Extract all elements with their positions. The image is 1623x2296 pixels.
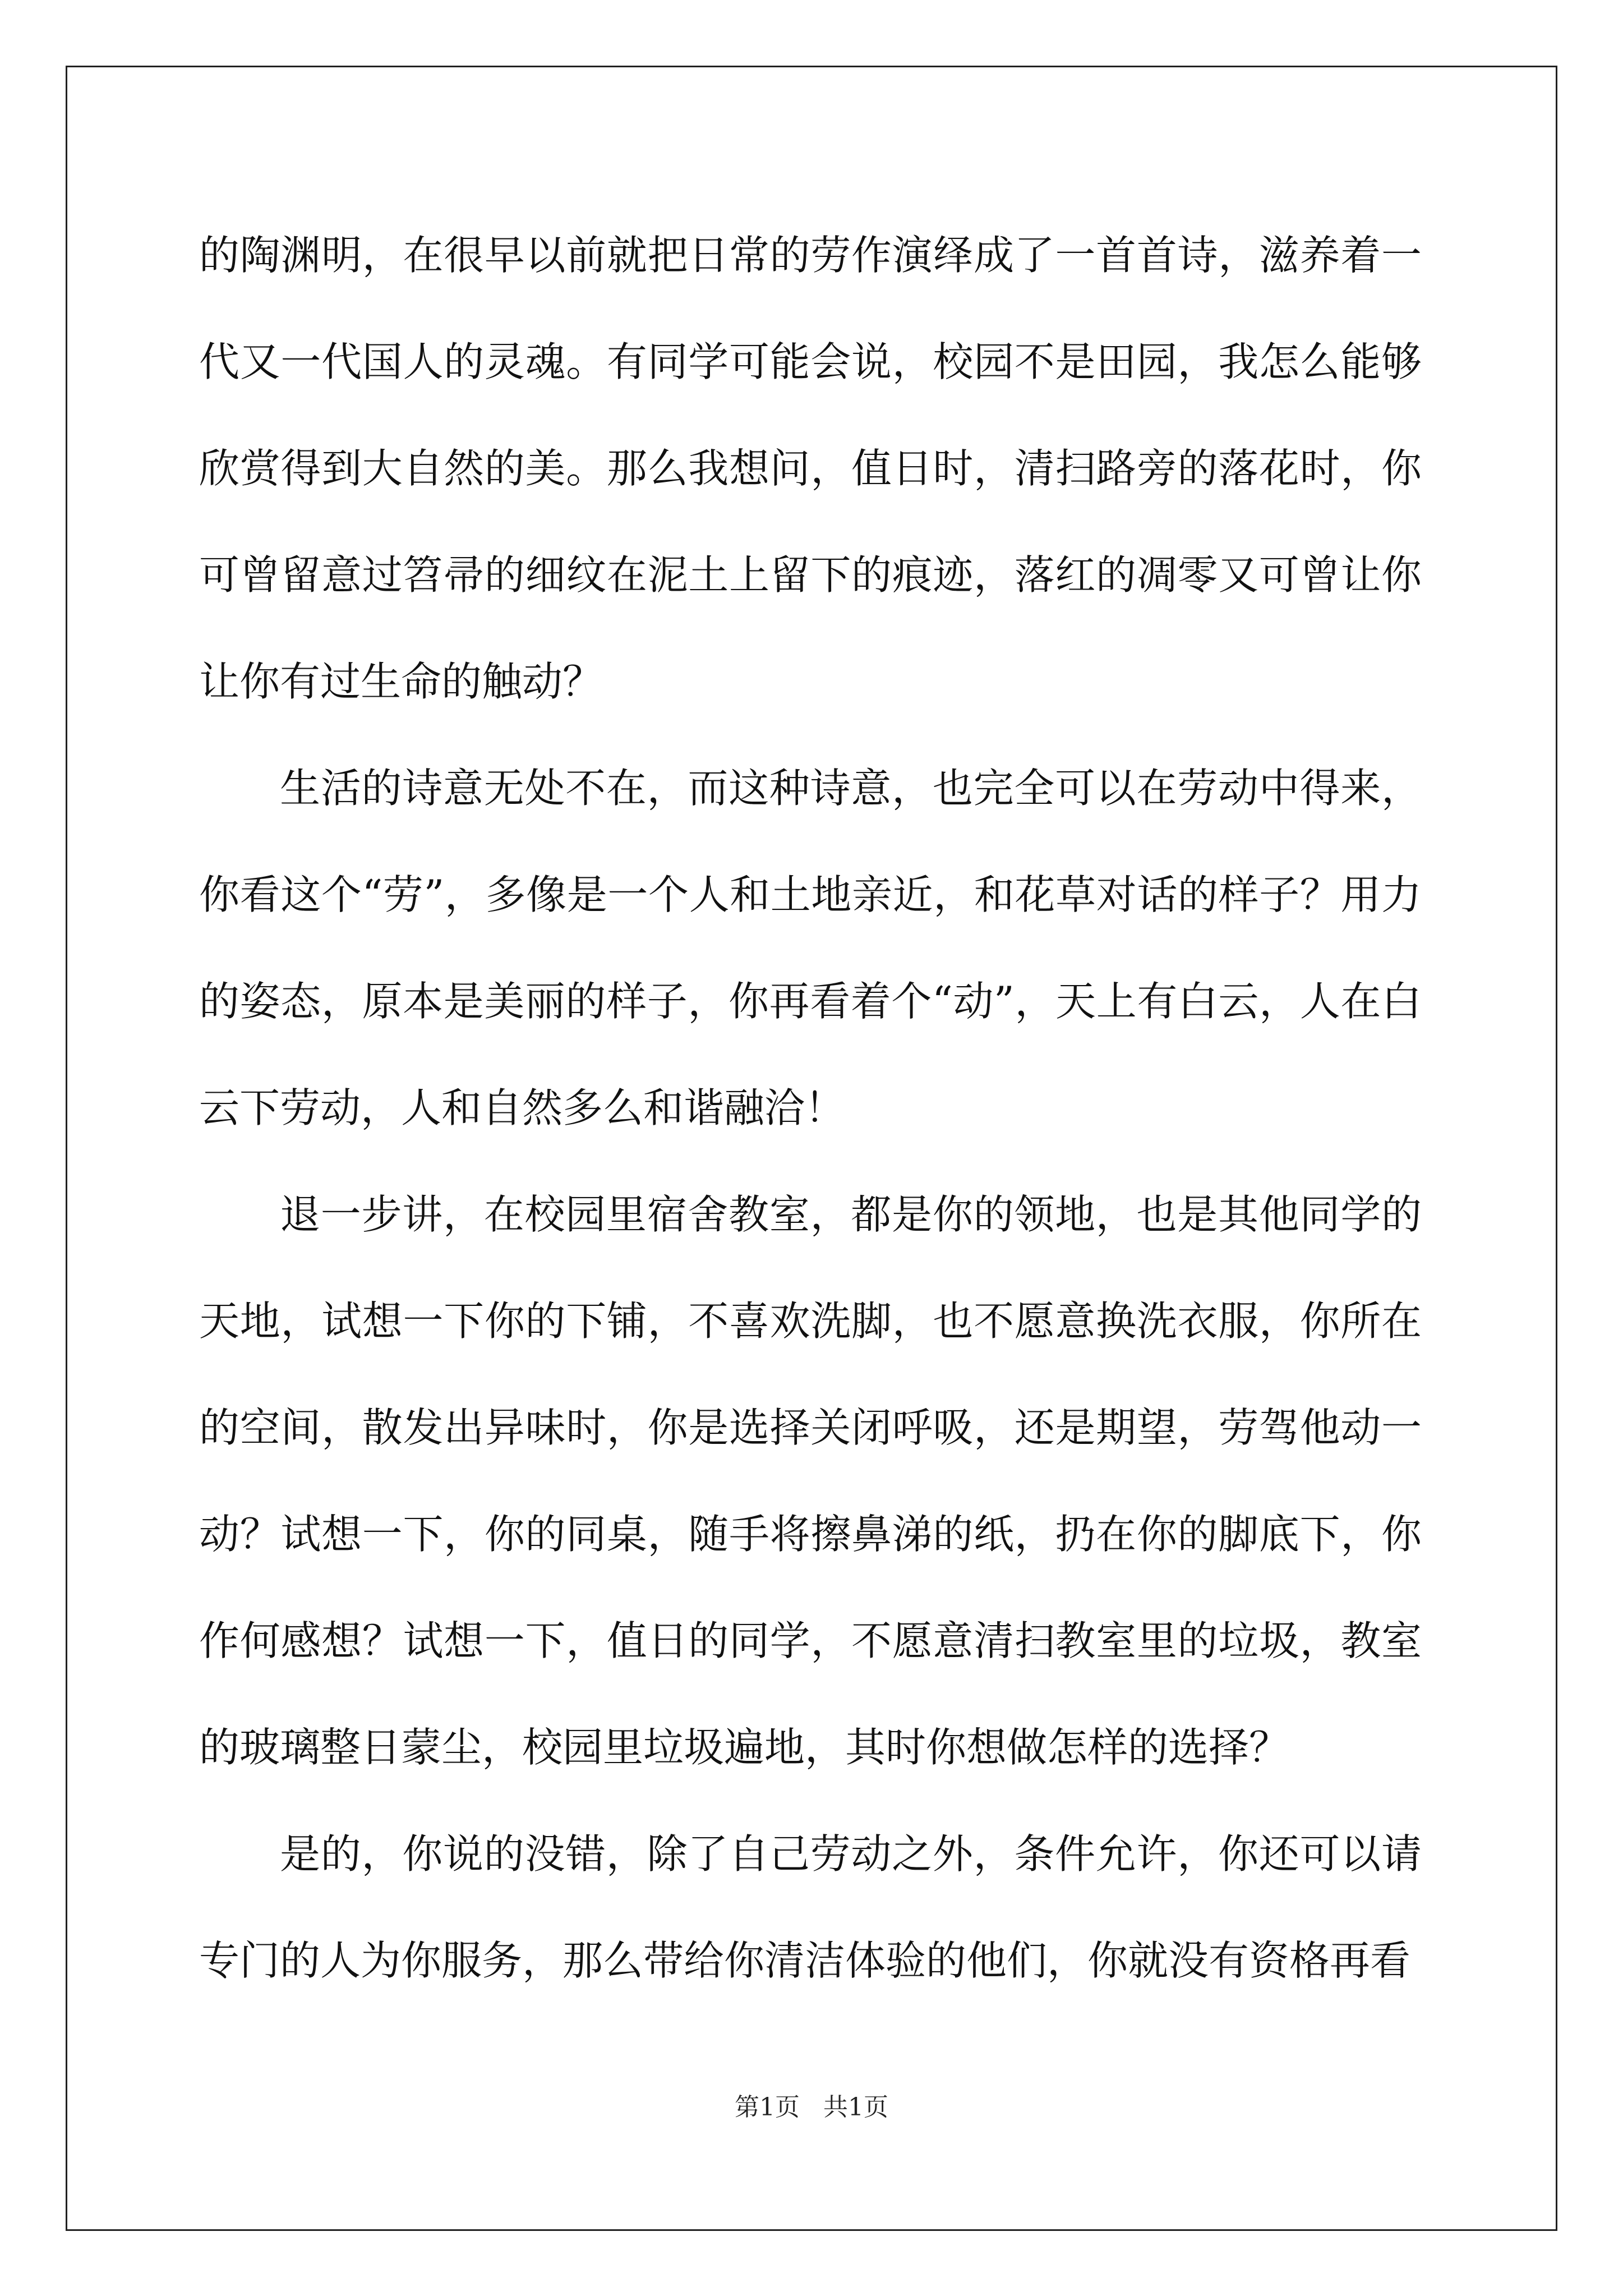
- paragraph-3: 退一步讲，在校园里宿舍教室，都是你的领地，也是其他同学的天地，试想一下你的下铺，不喜欢洗脚，也不愿意换洗衣服，你所在的空间，散发出异味时，你是选择关闭呼吸，还是期望，劳驾他动一动？试想一下，你的同桌，随手将擦鼻涕的纸，扔在你的脚底下，你作何感想？试想一下，值日的同学，不愿意清扫教室里的垃圾，教室的玻璃整日蒙尘，校园里垃圾遍地，其时你想做怎样的选择？: [199, 1191, 1422, 1771]
- paragraph-1: 的陶渊明，在很早以前就把日常的劳作演绎成了一首首诗，滋养着一代又一代国人的灵魂。有同学可能会说，校园不是田园，我怎么能够欣赏得到大自然的美。那么我想问，值日时，清扫路旁的落花时，你可曾留意过笤帚的细纹在泥土上留下的痕迹，落红的凋零又可曾让你让你有过生命的触动？: [199, 232, 1422, 705]
- document-body: [199, 202, 1422, 2014]
- paragraph-4: 是的，你说的没错，除了自己劳动之外，条件允许，你还可以请专门的人为你服务，那么带给你清洁体验的他们，你就没有资格再看: [199, 1830, 1422, 1984]
- page-number-footer: 第1页 共1页: [735, 2093, 888, 2122]
- paragraph-2: 生活的诗意无处不在，而这种诗意，也完全可以在劳动中得来，你看这个“劳”，多像是一个人和土地亲近，和花草对话的样子？用力的姿态，原本是美丽的样子，你再看着个“动”，天上有白云，人在白云下劳动，人和自然多么和谐融洽！: [199, 765, 1422, 1131]
